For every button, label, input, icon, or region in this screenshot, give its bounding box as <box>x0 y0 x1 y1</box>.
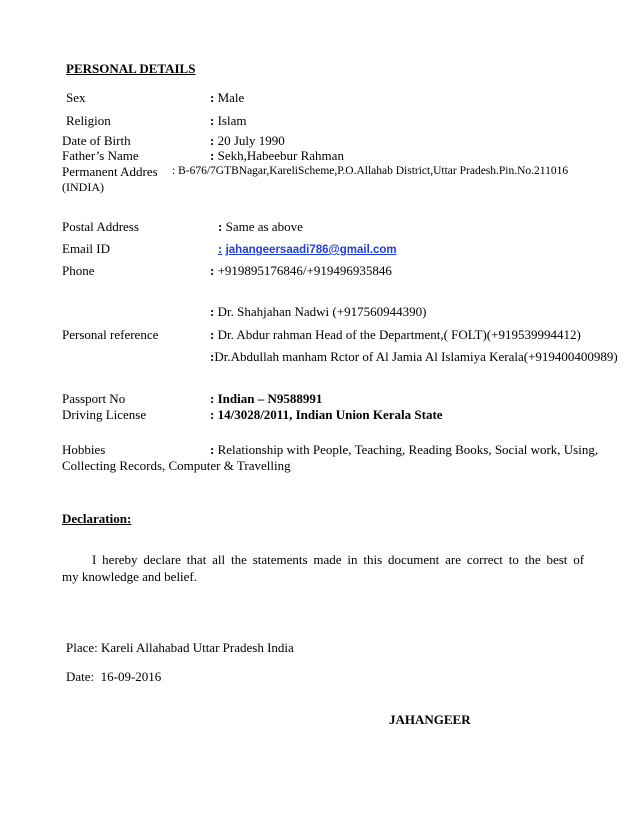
dob-value: 20 July 1990 <box>217 133 285 148</box>
passport-value: : Indian – N9588991 <box>210 391 323 406</box>
sex-label: Sex <box>66 90 86 105</box>
postal-colon: : <box>218 219 223 234</box>
permanent-address-value: : B-676/7GTBNagar,KareliScheme,P.O.Allahab District,Uttar Pradesh.Pin.No.211016 <box>172 165 569 177</box>
father-value: Sekh,Habeebur Rahman <box>217 148 344 163</box>
place-line: Place: Kareli Allahabad Uttar Pradesh India <box>66 640 294 655</box>
hobbies-colon: : <box>210 442 215 457</box>
dob-colon: : <box>210 133 215 148</box>
permanent-address-continuation: (INDIA) <box>62 180 104 194</box>
permanent-address-label: Permanent Addres <box>62 164 158 179</box>
postal-row-value <box>218 220 303 233</box>
religion-value: Islam <box>217 113 247 128</box>
signature: JAHANGEER <box>389 712 471 727</box>
email-row-value <box>218 242 397 257</box>
dob-label: Date of Birth <box>62 133 131 148</box>
reference-colon: : <box>210 304 215 319</box>
declaration-line-2: my knowledge and belief. <box>62 569 198 584</box>
email-link[interactable]: jahangeersaadi786@gmail.com <box>225 244 397 256</box>
hobbies-continuation: Collecting Records, Computer & Travelling <box>62 458 291 473</box>
license-value: : 14/3028/2011, Indian Union Kerala State <box>210 407 443 422</box>
phone-label: Phone <box>62 263 95 278</box>
reference-colon: : <box>210 349 215 364</box>
phone-value: +919895176846/+919496935846 <box>217 263 392 278</box>
email-label: Email ID <box>62 241 111 256</box>
hobbies-label: Hobbies <box>62 442 106 457</box>
reference-value-1: Dr. Shahjahan Nadwi (+917560944390) <box>217 304 427 319</box>
hobbies-row-value <box>210 443 598 456</box>
declaration-heading: Declaration: <box>62 511 132 526</box>
license-label: Driving License <box>62 407 147 422</box>
religion-label: Religion <box>66 113 111 128</box>
sex-colon: : <box>210 90 215 105</box>
religion-row-value <box>210 114 246 127</box>
reference-label: Personal reference <box>62 327 159 342</box>
reference-value-2: Dr. Abdur rahman Head of the Department,( FOLT)(+919539994412) <box>217 327 581 342</box>
reference-item <box>210 305 426 318</box>
father-row-value <box>210 149 344 162</box>
dob-row-value <box>210 134 285 147</box>
postal-address-value: Same as above <box>225 219 303 234</box>
reference-value-3: Dr.Abdullah manham Rctor of Al Jamia Al Islamiya Kerala(+919400400989) <box>214 349 618 364</box>
reference-item <box>210 328 581 341</box>
sex-row-value <box>210 91 244 104</box>
father-colon: : <box>210 148 215 163</box>
phone-row-value <box>210 264 392 277</box>
declaration-line-1: I hereby declare that all the statements made in this document are correct to the best of <box>92 552 585 567</box>
page-title: PERSONAL DETAILS <box>66 61 196 76</box>
postal-address-label: Postal Address <box>62 219 139 234</box>
email-colon: : <box>218 241 223 256</box>
reference-colon: : <box>210 327 215 342</box>
religion-colon: : <box>210 113 215 128</box>
reference-item <box>210 350 618 363</box>
phone-colon: : <box>210 263 215 278</box>
passport-label: Passport No <box>62 391 126 406</box>
date-line: Date: 16-09-2016 <box>66 669 162 684</box>
hobbies-value: Relationship with People, Teaching, Reading Books, Social work, Using, <box>217 442 599 457</box>
sex-value: Male <box>217 90 245 105</box>
father-label: Father’s Name <box>62 148 139 163</box>
